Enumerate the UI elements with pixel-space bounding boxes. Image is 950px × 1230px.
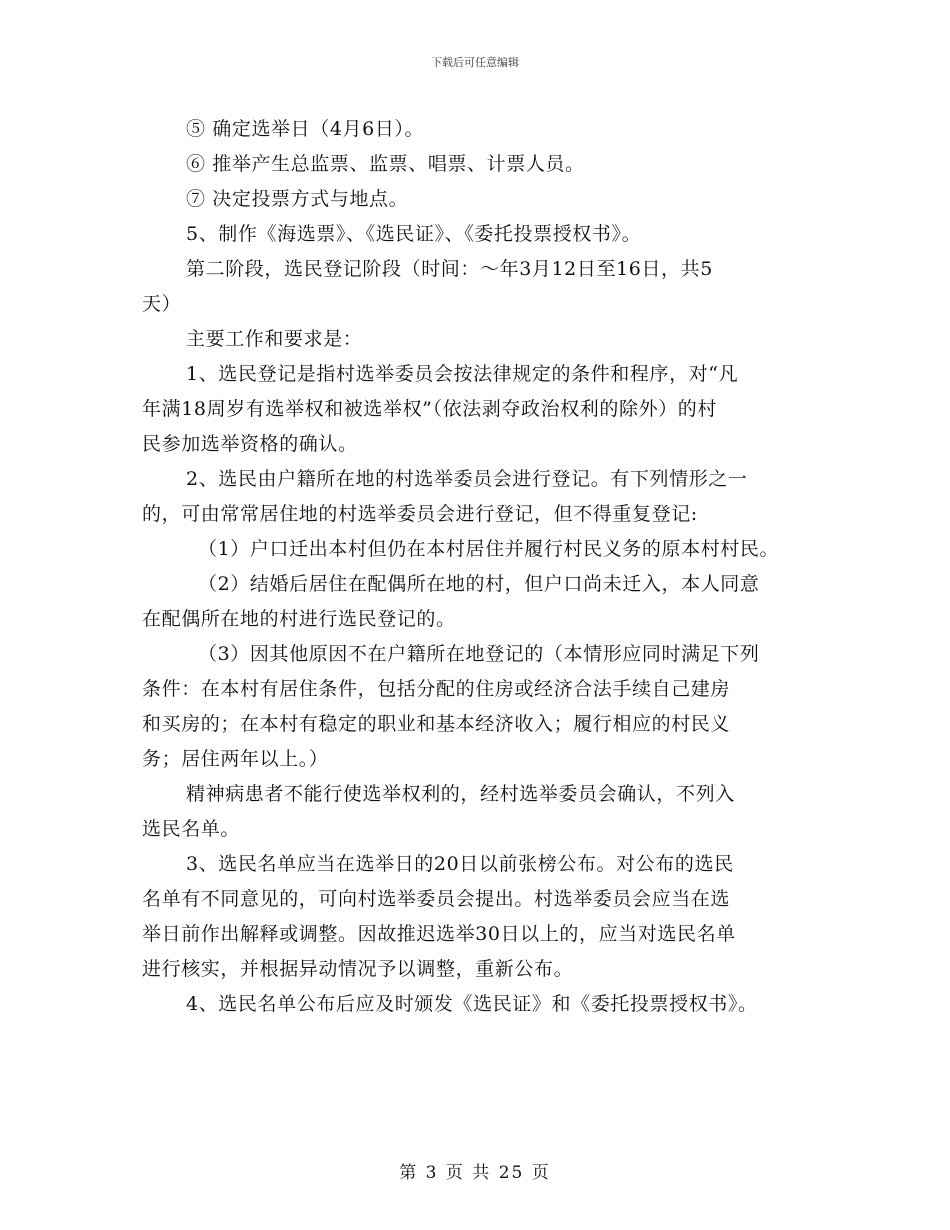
text-line: 第二阶段，选民登记阶段（时间：～年3月12日至16日，共5 bbox=[186, 258, 713, 280]
text-line: 年满18周岁有选举权和被选举权”（依法剥夺政治权利的除外）的村 bbox=[142, 398, 717, 420]
text-line: 名单有不同意见的，可向村选举委员会提出。村选举委员会应当在选 bbox=[142, 888, 731, 910]
text-line: 举日前作出解释或调整。因故推迟选举30日以上的，应当对选民名单 bbox=[142, 923, 736, 945]
text-line: 5、制作《海选票》、《选民证》、《委托投票授权书》。 bbox=[186, 223, 642, 245]
text-line: 2、选民由户籍所在地的村选举委员会进行登记。有下列情形之一 bbox=[186, 468, 748, 490]
text-line: 1、选民登记是指村选举委员会按法律规定的条件和程序，对“凡 bbox=[186, 363, 739, 385]
text-line: 主要工作和要求是： bbox=[186, 328, 363, 350]
text-line: 的，可由常常居住地的村选举委员会进行登记，但不得重复登记: bbox=[142, 503, 698, 525]
text-line: 和买房的；在本村有稳定的职业和基本经济收入；履行相应的村民义 bbox=[142, 713, 731, 735]
page-header: 下载后可任意编辑 bbox=[431, 56, 519, 69]
text-line: 进行核实，并根据异动情况予以调整，重新公布。 bbox=[142, 958, 574, 980]
text-line: （3）因其他原因不在户籍所在地登记的（本情形应同时满足下列 bbox=[198, 643, 760, 665]
text-line: 3、选民名单应当在选举日的20日以前张榜公布。对公布的选民 bbox=[186, 853, 734, 875]
text-line: （1）户口迁出本村但仍在本村居住并履行村民义务的原本村村民。 bbox=[198, 538, 780, 560]
text-line: （2）结婚后居住在配偶所在地的村，但户口尚未迁入，本人同意 bbox=[198, 573, 760, 595]
page-number: 第 3 页 共 25 页 bbox=[399, 1163, 551, 1183]
text-line: 务；居住两年以上。） bbox=[142, 748, 329, 770]
text-line: 在配偶所在地的村进行选民登记的。 bbox=[142, 608, 456, 630]
text-line: 选民名单。 bbox=[142, 818, 241, 840]
text-line: ⑦ 决定投票方式与地点。 bbox=[186, 188, 409, 210]
text-line: ⑤ 确定选举日（4月6日）。 bbox=[186, 118, 425, 140]
text-line: ⑥ 推举产生总监票、监票、唱票、计票人员。 bbox=[186, 153, 585, 175]
text-line: 条件：在本村有居住条件，包括分配的住房或经济合法手续自己建房 bbox=[142, 678, 731, 700]
text-line: 天） bbox=[142, 293, 182, 315]
text-line: 民参加选举资格的确认。 bbox=[142, 433, 358, 455]
document-body bbox=[142, 112, 822, 1022]
text-line: 4、选民名单公布后应及时颁发《选民证》和《委托投票授权书》。 bbox=[186, 993, 758, 1015]
text-line: 精神病患者不能行使选举权利的，经村选举委员会确认，不列入 bbox=[186, 783, 735, 805]
